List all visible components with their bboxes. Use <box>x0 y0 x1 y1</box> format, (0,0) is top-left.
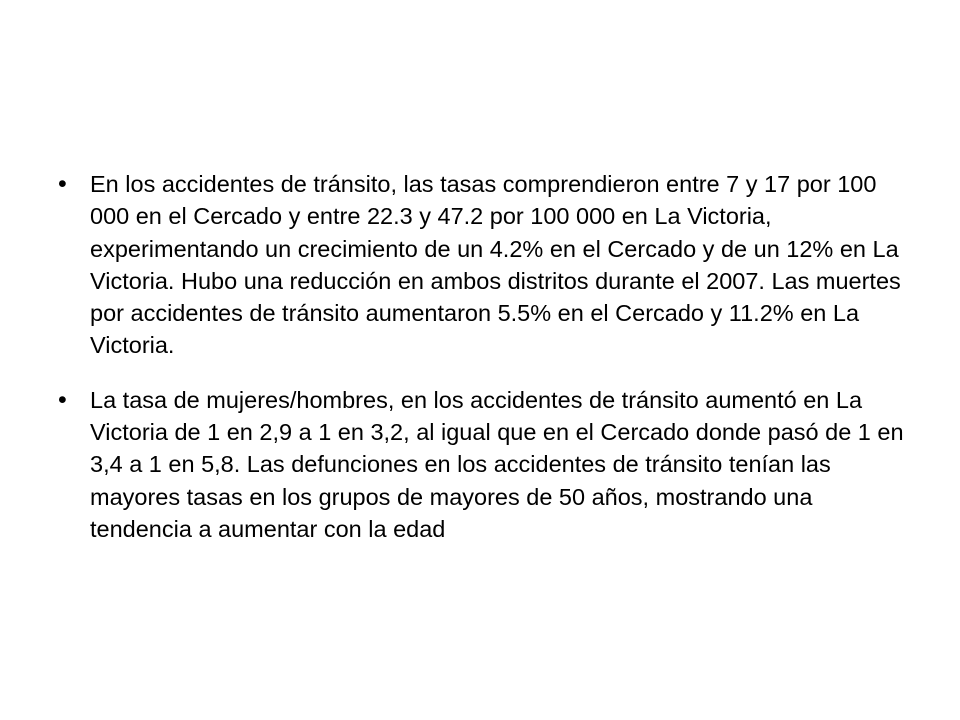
bullet-item-1 <box>58 168 908 362</box>
bullet-point-icon: • <box>58 385 67 414</box>
bullet-point-icon: • <box>58 170 67 198</box>
bullet-item-2 <box>58 384 908 545</box>
slide-body <box>58 168 908 567</box>
bullet-text-gender-ratio: La tasa de mujeres/hombres, en los accidentes de tránsito aumentó en La Victoria de 1 en 2,9 a 1 en 3,2, al igual que en el Cercado donde pasó de 1 en 3,4 a 1 en 5,8. Las defunciones en los accidentes de tránsito tenían las mayores tasas en los grupos de mayores de 50 años, mostrando una tendencia a aumentar con la edad <box>90 386 904 542</box>
bullet-text-traffic-rates: En los accidentes de tránsito, las tasas comprendieron entre 7 y 17 por 100 000 en el Cercado y entre 22.3 y 47.2 por 100 000 en La Victoria, experimentando un crecimiento de un 4.2% en el Cercado y de un 12% en La Victoria. Hubo una reducción en ambos distritos durante el 2007. Las muertes por accidentes de tránsito aumentaron 5.5% en el Cercado y 11.2% en La Victoria. <box>90 171 901 359</box>
